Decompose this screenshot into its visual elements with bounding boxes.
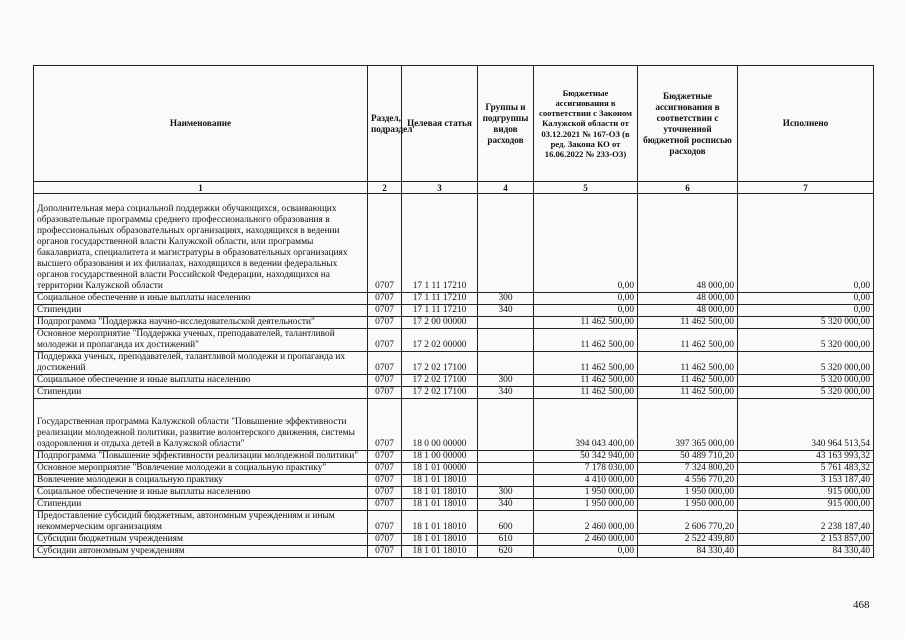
- table-row: [34, 317, 874, 329]
- cell-section: 0707: [368, 293, 402, 305]
- table-row: [34, 475, 874, 487]
- cell-executed: 84 330,40: [738, 546, 874, 558]
- cell-section: 0707: [368, 475, 402, 487]
- cell-law: 0,00: [534, 305, 638, 317]
- cell-target: 17 2 02 17100: [402, 375, 478, 387]
- cell-law: 0,00: [534, 546, 638, 558]
- cell-executed: 0,00: [738, 305, 874, 317]
- cell-name: Вовлечение молодежи в социальную практику: [34, 475, 368, 487]
- cell-executed: 43 163 993,32: [738, 451, 874, 463]
- column-number: 2: [368, 182, 402, 194]
- cell-name: Стипендии: [34, 387, 368, 399]
- table-row: [34, 499, 874, 511]
- cell-section: 0707: [368, 194, 402, 293]
- cell-name: Стипендии: [34, 499, 368, 511]
- cell-law: 11 462 500,00: [534, 352, 638, 375]
- cell-target: 17 2 02 00000: [402, 329, 478, 352]
- cell-group: 340: [478, 305, 534, 317]
- cell-name: Основное мероприятие "Вовлечение молодежи в социальную практику": [34, 463, 368, 475]
- cell-law: 11 462 500,00: [534, 329, 638, 352]
- budget-table: [33, 65, 874, 558]
- cell-law: 0,00: [534, 293, 638, 305]
- cell-section: 0707: [368, 463, 402, 475]
- column-number: 5: [534, 182, 638, 194]
- cell-target: 18 1 01 18010: [402, 487, 478, 499]
- cell-group: 300: [478, 375, 534, 387]
- cell-name: Стипендии: [34, 305, 368, 317]
- cell-executed: 5 761 483,32: [738, 463, 874, 475]
- page-number: 468: [853, 599, 870, 611]
- cell-refined: 48 000,00: [638, 305, 738, 317]
- cell-name: Дополнительная мера социальной поддержки обучающихся, осваивающих образовательные программы среднего профессионального образования в профессиональных образовательных организациях, находящихся в ведении органов государственной власти Калужской области, или программы бакалавриата, специалитета и магистратуры в образовательных организациях высшего образования и их филиалах, находящихся в ведении федеральных органов государственной власти Российской Федерации, находящихся на территории Калужской области: [34, 194, 368, 293]
- cell-name: Предоставление субсидий бюджетным, автономным учреждениям и иным некоммерческим организациям: [34, 511, 368, 534]
- cell-target: 17 2 00 00000: [402, 317, 478, 329]
- cell-refined: 397 365 000,00: [638, 399, 738, 451]
- cell-name: Социальное обеспечение и иные выплаты населению: [34, 487, 368, 499]
- cell-executed: 340 964 513,54: [738, 399, 874, 451]
- header-target: Целевая статья: [402, 66, 478, 182]
- cell-group: [478, 399, 534, 451]
- cell-group: 300: [478, 487, 534, 499]
- cell-law: 1 950 000,00: [534, 487, 638, 499]
- cell-name: Подпрограмма "Поддержка научно-исследовательской деятельности": [34, 317, 368, 329]
- column-number: 6: [638, 182, 738, 194]
- cell-target: 18 1 01 18010: [402, 546, 478, 558]
- cell-law: 11 462 500,00: [534, 375, 638, 387]
- cell-law: 1 950 000,00: [534, 499, 638, 511]
- cell-section: 0707: [368, 329, 402, 352]
- cell-section: 0707: [368, 305, 402, 317]
- table-row: [34, 546, 874, 558]
- header-group: Группы и подгруппы видов расходов: [478, 66, 534, 182]
- header-refined-allocation: Бюджетные ассигнования в соответствии с уточненной бюджетной росписью расходов: [638, 66, 738, 182]
- cell-executed: 915 000,00: [738, 487, 874, 499]
- column-number: 1: [34, 182, 368, 194]
- cell-target: 18 0 00 00000: [402, 399, 478, 451]
- cell-section: 0707: [368, 451, 402, 463]
- cell-executed: 2 153 857,00: [738, 534, 874, 546]
- cell-executed: 5 320 000,00: [738, 329, 874, 352]
- cell-name: Субсидии автономным учреждениям: [34, 546, 368, 558]
- cell-executed: 915 000,00: [738, 499, 874, 511]
- table-row: [34, 451, 874, 463]
- cell-target: 17 2 02 17100: [402, 387, 478, 399]
- cell-group: [478, 451, 534, 463]
- cell-target: 17 1 11 17210: [402, 194, 478, 293]
- column-number-row: [34, 182, 874, 194]
- cell-section: 0707: [368, 387, 402, 399]
- cell-target: 17 1 11 17210: [402, 305, 478, 317]
- cell-law: 2 460 000,00: [534, 511, 638, 534]
- cell-refined: 11 462 500,00: [638, 329, 738, 352]
- cell-refined: 1 950 000,00: [638, 499, 738, 511]
- cell-section: 0707: [368, 499, 402, 511]
- cell-section: 0707: [368, 317, 402, 329]
- cell-group: 600: [478, 511, 534, 534]
- cell-executed: 0,00: [738, 194, 874, 293]
- cell-refined: 48 000,00: [638, 293, 738, 305]
- column-number: 7: [738, 182, 874, 194]
- cell-target: 18 1 01 18010: [402, 534, 478, 546]
- cell-executed: 3 153 187,40: [738, 475, 874, 487]
- table-row: [34, 375, 874, 387]
- header-law-allocation: Бюджетные ассигнования в соответствии с Законом Калужской области от 03.12.2021 № 167-ОЗ (в ред. Закона КО от 16.06.2022 № 233-ОЗ): [534, 66, 638, 182]
- header-row: [34, 66, 874, 182]
- table-row: [34, 463, 874, 475]
- cell-executed: 5 320 000,00: [738, 352, 874, 375]
- cell-group: 610: [478, 534, 534, 546]
- cell-group: [478, 475, 534, 487]
- cell-name: Социальное обеспечение и иные выплаты населению: [34, 293, 368, 305]
- cell-target: 18 1 01 18010: [402, 475, 478, 487]
- cell-executed: 5 320 000,00: [738, 375, 874, 387]
- cell-name: Основное мероприятие "Поддержка ученых, преподавателей, талантливой молодежи и пропаганда их достижений": [34, 329, 368, 352]
- cell-group: [478, 463, 534, 475]
- cell-section: 0707: [368, 511, 402, 534]
- cell-executed: 5 320 000,00: [738, 317, 874, 329]
- cell-section: 0707: [368, 487, 402, 499]
- cell-group: [478, 317, 534, 329]
- cell-section: 0707: [368, 534, 402, 546]
- column-number: 4: [478, 182, 534, 194]
- table-row: [34, 293, 874, 305]
- cell-group: 340: [478, 387, 534, 399]
- cell-law: 0,00: [534, 194, 638, 293]
- cell-refined: 2 522 439,80: [638, 534, 738, 546]
- column-number: 3: [402, 182, 478, 194]
- cell-group: 300: [478, 293, 534, 305]
- cell-refined: 2 606 770,20: [638, 511, 738, 534]
- cell-refined: 11 462 500,00: [638, 375, 738, 387]
- cell-name: Субсидии бюджетным учреждениям: [34, 534, 368, 546]
- table-row: [34, 511, 874, 534]
- cell-name: Подпрограмма "Повышение эффективности реализации молодежной политики": [34, 451, 368, 463]
- table-body: [34, 194, 874, 558]
- cell-law: 50 342 940,00: [534, 451, 638, 463]
- cell-refined: 84 330,40: [638, 546, 738, 558]
- cell-law: 7 178 030,00: [534, 463, 638, 475]
- cell-target: 18 1 01 18010: [402, 499, 478, 511]
- header-name: Наименование: [34, 66, 368, 182]
- table-row: [34, 387, 874, 399]
- table-row: [34, 329, 874, 352]
- cell-refined: 11 462 500,00: [638, 387, 738, 399]
- cell-group: 340: [478, 499, 534, 511]
- cell-refined: 11 462 500,00: [638, 317, 738, 329]
- cell-section: 0707: [368, 375, 402, 387]
- cell-target: 18 1 00 00000: [402, 451, 478, 463]
- cell-law: 11 462 500,00: [534, 317, 638, 329]
- cell-group: 620: [478, 546, 534, 558]
- cell-target: 18 1 01 18010: [402, 511, 478, 534]
- cell-law: 11 462 500,00: [534, 387, 638, 399]
- cell-target: 18 1 01 00000: [402, 463, 478, 475]
- cell-group: [478, 194, 534, 293]
- cell-refined: 4 556 770,20: [638, 475, 738, 487]
- table-row: [34, 352, 874, 375]
- cell-executed: 0,00: [738, 293, 874, 305]
- cell-group: [478, 329, 534, 352]
- cell-target: 17 1 11 17210: [402, 293, 478, 305]
- table-row: [34, 194, 874, 293]
- cell-executed: 5 320 000,00: [738, 387, 874, 399]
- table-row: [34, 487, 874, 499]
- cell-law: 2 460 000,00: [534, 534, 638, 546]
- cell-name: Социальное обеспечение и иные выплаты населению: [34, 375, 368, 387]
- cell-section: 0707: [368, 352, 402, 375]
- cell-name: Поддержка ученых, преподавателей, талантливой молодежи и пропаганда их достижений: [34, 352, 368, 375]
- table-row: [34, 534, 874, 546]
- cell-law: 4 410 000,00: [534, 475, 638, 487]
- header-executed: Исполнено: [738, 66, 874, 182]
- cell-refined: 50 489 710,20: [638, 451, 738, 463]
- cell-refined: 48 000,00: [638, 194, 738, 293]
- cell-executed: 2 238 187,40: [738, 511, 874, 534]
- cell-refined: 11 462 500,00: [638, 352, 738, 375]
- cell-refined: 1 950 000,00: [638, 487, 738, 499]
- cell-group: [478, 352, 534, 375]
- table-row: [34, 305, 874, 317]
- header-section: Раздел, подраздел: [368, 66, 402, 182]
- cell-section: 0707: [368, 399, 402, 451]
- cell-law: 394 043 400,00: [534, 399, 638, 451]
- cell-refined: 7 324 800,20: [638, 463, 738, 475]
- table-row: [34, 399, 874, 451]
- cell-name: Государственная программа Калужской области "Повышение эффективности реализации молодежной политики, развитие волонтерского движения, системы оздоровления и отдыха детей в Калужской области": [34, 399, 368, 451]
- cell-target: 17 2 02 17100: [402, 352, 478, 375]
- cell-section: 0707: [368, 546, 402, 558]
